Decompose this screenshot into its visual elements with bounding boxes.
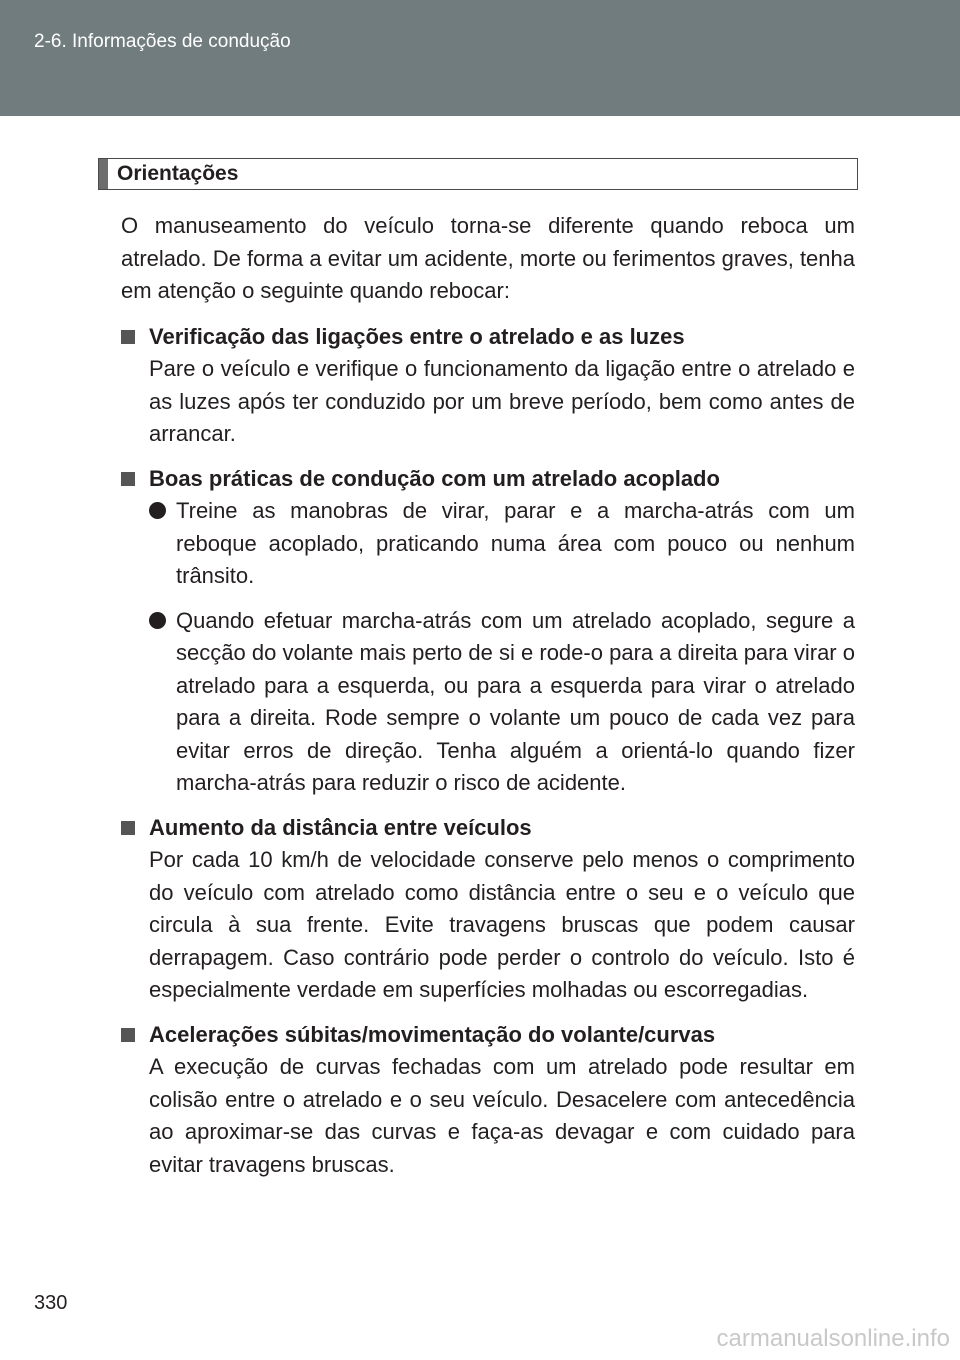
header-band [0, 0, 960, 116]
section-title-box [98, 158, 858, 190]
page-body [121, 210, 855, 1193]
subsection-title: Aumento da distância entre veículos [149, 814, 532, 840]
subsection-heading [121, 463, 855, 496]
circle-bullet-icon [149, 502, 166, 519]
circle-bullet-icon [149, 612, 166, 629]
subsection-good-practices [121, 463, 855, 800]
section-accent-bar [99, 159, 108, 189]
subsection-title: Acelerações súbitas/movimentação do volante/curvas [149, 1021, 716, 1047]
subsection-heading [121, 812, 855, 845]
watermark: carmanualsonline.info [716, 1325, 950, 1352]
intro-paragraph: O manuseamento do veículo torna-se diferente quando reboca um atrelado. De forma a evitar um acidente, morte ou ferimentos graves, tenha em atenção o seguinte quando rebocar: [121, 213, 855, 303]
subsection-heading [121, 1019, 855, 1052]
subsection-sudden-maneuvers [121, 1019, 855, 1182]
subsection-text: A execução de curvas fechadas com um atrelado pode resultar em colisão entre o atrelado e o seu veículo. Desacelere com antecedência ao aproximar-se das curvas e faça-as devagar e com cuidado para evitar travagens bruscas. [149, 1054, 855, 1177]
bullet-text: Quando efetuar marcha-atrás com um atrelado acoplado, segure a secção do volante mais perto de si e rode-o para a direita para virar o atrelado para a esquerda, ou para a esquerda para virar o atrelado para a direita. Rode sempre o volante um pouco de cada vez para evitar erros de direção. Tenha alguém a orientá-lo quando fizer marcha-atrás para reduzir o risco de acidente. [176, 607, 855, 795]
square-bullet-icon [121, 472, 135, 486]
subsection-title: Boas práticas de condução com um atrelado acoplado [149, 465, 720, 491]
subsection-vehicle-distance [121, 812, 855, 1007]
chapter-title: 2-6. Informações de condução [34, 31, 291, 52]
square-bullet-icon [121, 330, 135, 344]
subsection-heading [121, 321, 855, 354]
bullet-text: Treine as manobras de virar, parar e a marcha-atrás com um reboque acoplado, praticando numa área com pouco ou nenhum trânsito. [176, 498, 855, 588]
square-bullet-icon [121, 821, 135, 835]
bullet-item [121, 495, 855, 593]
page-number: 330 [34, 1292, 68, 1314]
subsection-lighting-check [121, 321, 855, 451]
subsection-text: Por cada 10 km/h de velocidade conserve pelo menos o comprimento do veículo com atrelado como distância entre o seu e o veículo que circula à sua frente. Evite travagens bruscas que podem causar derrapagem. Caso contrário pode perder o controlo do veículo. Isto é especialmente verdade em superfícies molhadas ou escorregadias. [149, 847, 855, 1002]
section-title: Orientações [117, 162, 239, 185]
subsection-text: Pare o veículo e verifique o funcionamento da ligação entre o atrelado e as luzes após ter conduzido por um breve período, bem como antes de arrancar. [149, 356, 855, 446]
subsection-title: Verificação das ligações entre o atrelado e as luzes [149, 323, 685, 349]
bullet-item [121, 605, 855, 800]
square-bullet-icon [121, 1028, 135, 1042]
